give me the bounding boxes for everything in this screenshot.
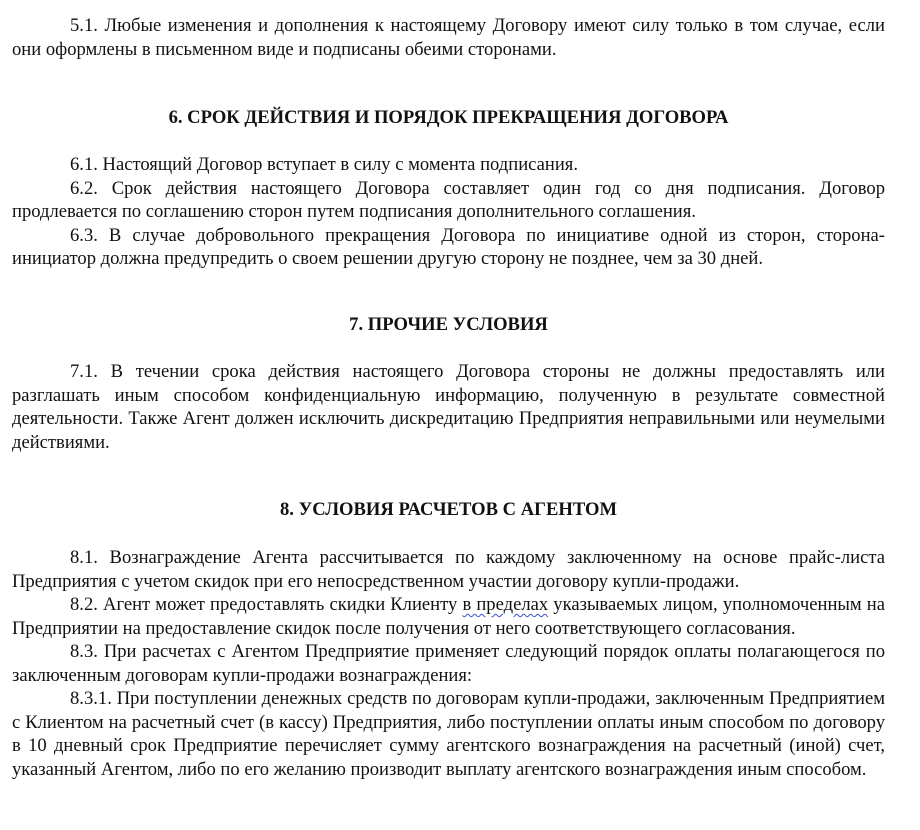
clause-8-2-part-a: 8.2. Агент может предоставлять скидки Клиенту <box>70 594 463 615</box>
section-5 <box>12 14 885 61</box>
section-8 <box>12 546 885 781</box>
clause-5-1: 5.1. Любые изменения и дополнения к настоящему Договору имеют силу только в том случае, если они оформлены в письменном виде и подписаны обеими сторонами. <box>12 15 885 60</box>
section-7 <box>12 360 885 454</box>
section-7-heading-wrap <box>12 313 885 337</box>
section-6 <box>12 153 885 271</box>
clause-8-2 <box>12 593 885 640</box>
clause-8-3: 8.3. При расчетах с Агентом Предприятие применяет следующий порядок оплаты полагающегося по заключенным договорам купли-продажи вознаграждения: <box>12 641 885 686</box>
section-6-heading-wrap <box>12 106 885 130</box>
section-8-heading: 8. УСЛОВИЯ РАСЧЕТОВ С АГЕНТОМ <box>280 499 617 520</box>
clause-8-3-1: 8.3.1. При поступлении денежных средств по договорам купли-продажи, заключенным Предприятием с Клиентом на расчетный счет (в кассу) Предприятия, либо поступлении оплаты иным способом по договору в 10 дневный срок Предприятие перечисляет сумму агентского вознаграждения на расчетный (иной) счет, указанный Агентом, либо по его желанию производит выплату агентского вознаграждения иным способом. <box>12 688 885 780</box>
clause-8-2-part-c: указываемых лицом, уполномоченным на Предприятии на предоставление скидок после получения от него соответствующего согласования. <box>12 594 885 639</box>
clause-6-1: 6.1. Настоящий Договор вступает в силу с момента подписания. <box>70 154 578 175</box>
clause-6-3: 6.3. В случае добровольного прекращения Договора по инициативе одной из сторон, сторона-инициатор должна предупредить о своем решении другую сторону не позднее, чем за 30 дней. <box>12 224 885 269</box>
section-8-heading-wrap <box>12 498 885 522</box>
clause-7-1: 7.1. В течении срока действия настоящего Договора стороны не должны предоставлять или разглашать иным способом конфиденциальную информацию, полученную в результате совместной деятельности. Также Агент должен исключить дискредитацию Предприятия неправильными или неумелыми действиями. <box>12 361 885 453</box>
spellcheck-underline[interactable]: в пределах <box>462 594 549 615</box>
clause-8-1: 8.1. Вознаграждение Агента рассчитывается по каждому заключенному на основе прайс-листа Предприятия с учетом скидок при его непосредственном участии договору купли-продажи. <box>12 547 885 592</box>
section-7-heading: 7. ПРОЧИЕ УСЛОВИЯ <box>349 314 548 335</box>
clause-6-2: 6.2. Срок действия настоящего Договора составляет один год со дня подписания. Договор продлевается по соглашению сторон путем подписания дополнительного соглашения. <box>12 177 885 222</box>
section-6-heading: 6. СРОК ДЕЙСТВИЯ И ПОРЯДОК ПРЕКРАЩЕНИЯ ДОГОВОРА <box>168 107 729 128</box>
